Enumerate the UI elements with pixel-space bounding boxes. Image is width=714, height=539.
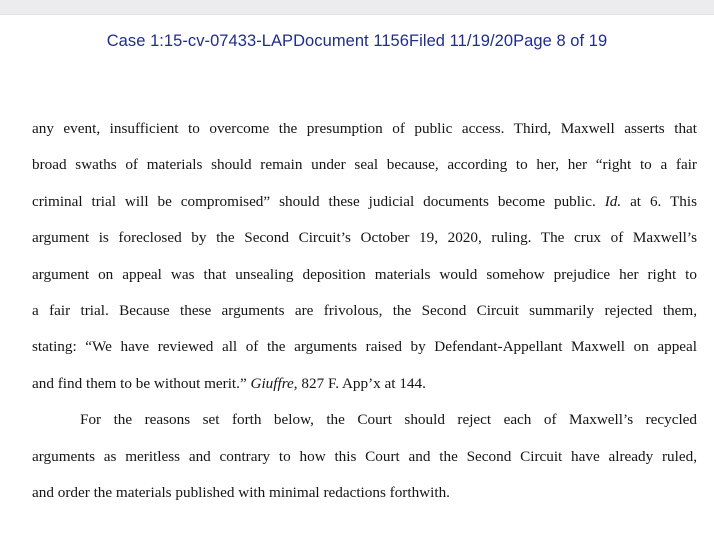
text-line: For the reasons set forth below, the Court should reject each of Maxwell’s recycled — [80, 411, 697, 429]
filed-date: Filed 11/19/20 — [409, 32, 514, 50]
text-line: argument on appeal was that unsealing deposition materials would somehow prejudice her right to — [32, 265, 697, 283]
text-line — [32, 190, 697, 226]
text-segment: at 6. This — [621, 192, 698, 210]
citation-id: Id. — [604, 192, 622, 210]
text-segment: and find them to be without merit.” — [32, 374, 251, 392]
text-line: a fair trial. Because these arguments are frivolous, the Second Circuit summarily rejected them, — [32, 301, 697, 319]
case-number: Case 1:15-cv-07433-LAP — [106, 32, 294, 50]
page-number: Page 8 of 19 — [513, 32, 608, 50]
text-line — [32, 372, 697, 408]
document-body — [32, 117, 697, 517]
text-line: and order the materials published with minimal redactions forthwith. — [32, 483, 450, 501]
text-line: broad swaths of materials should remain under seal because, according to her, her “right to a fair — [32, 156, 697, 174]
case-citation: Giuffre — [250, 374, 294, 392]
text-line: stating: “We have reviewed all of the arguments raised by Defendant-Appellant Maxwell on appeal — [32, 338, 697, 356]
document-number: Document 1156 — [293, 32, 410, 50]
text-line: any event, insufficient to overcome the presumption of public access. Third, Maxwell asserts that — [32, 120, 697, 137]
text-line: arguments as meritless and contrary to how this Court and the Second Circuit have already ruled, — [32, 447, 697, 465]
text-line: argument is foreclosed by the Second Circuit’s October 19, 2020, ruling. The crux of Maxwell’s — [32, 229, 697, 247]
text-segment: , 827 F. App’x at 144. — [293, 374, 426, 392]
page-header — [0, 32, 714, 51]
text-segment: criminal trial will be compromised” should these judicial documents become public. — [32, 192, 605, 210]
viewer-top-bar — [0, 0, 714, 15]
